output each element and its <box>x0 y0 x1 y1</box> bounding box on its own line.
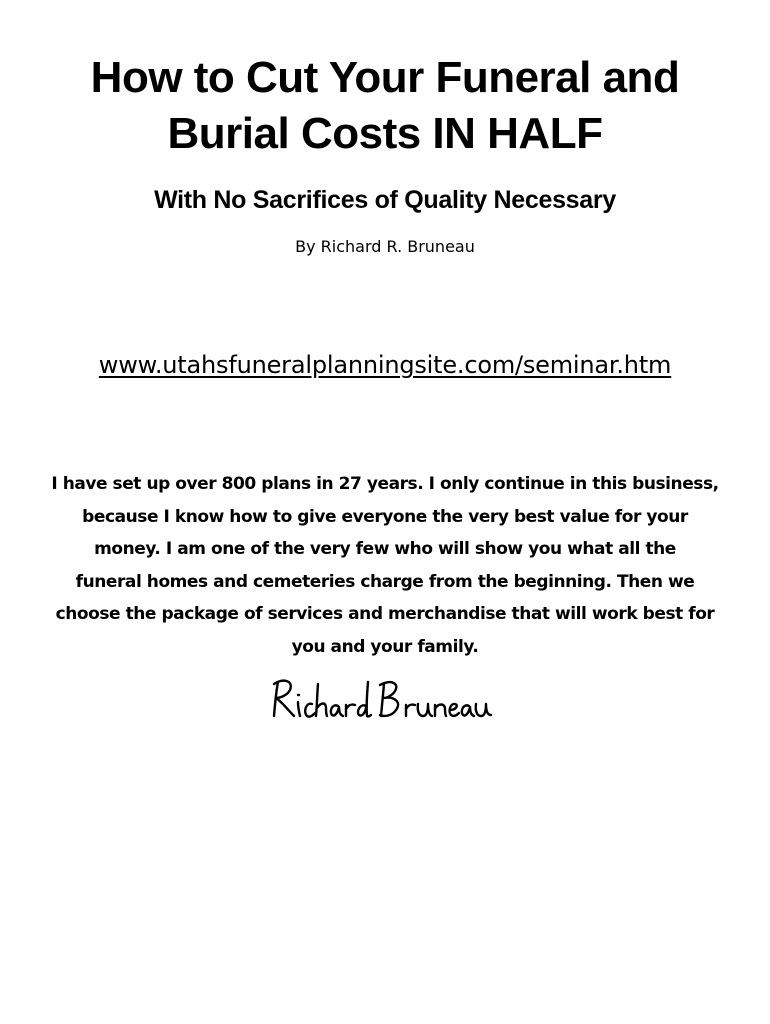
page-subtitle: With No Sacrifices of Quality Necessary <box>154 186 616 214</box>
body-line-3: money. I am one of the very few who will show you what all the <box>94 539 676 559</box>
title-line-2: Burial Costs IN HALF <box>167 109 603 158</box>
body-paragraph <box>40 468 730 663</box>
website-link[interactable]: www.utahsfuneralplanningsite.com/seminar.htm <box>98 351 672 379</box>
body-line-5: choose the package of services and merchandise that will work best for <box>55 604 715 624</box>
body-line-4: funeral homes and cemeteries charge from the beginning. Then we <box>75 571 695 592</box>
handwritten-signature <box>268 674 498 724</box>
title-line-1: How to Cut Your Funeral and <box>90 53 680 102</box>
website-link-container <box>0 348 770 382</box>
body-line-2: because I know how to give everyone the very best value for your <box>82 506 688 527</box>
body-line-1: I have set up over 800 plans in 27 years. I only continue in this business, <box>51 474 719 494</box>
body-line-6: you and your family. <box>291 636 479 657</box>
author-byline: By Richard R. Bruneau <box>295 237 475 256</box>
page-title <box>0 50 770 162</box>
